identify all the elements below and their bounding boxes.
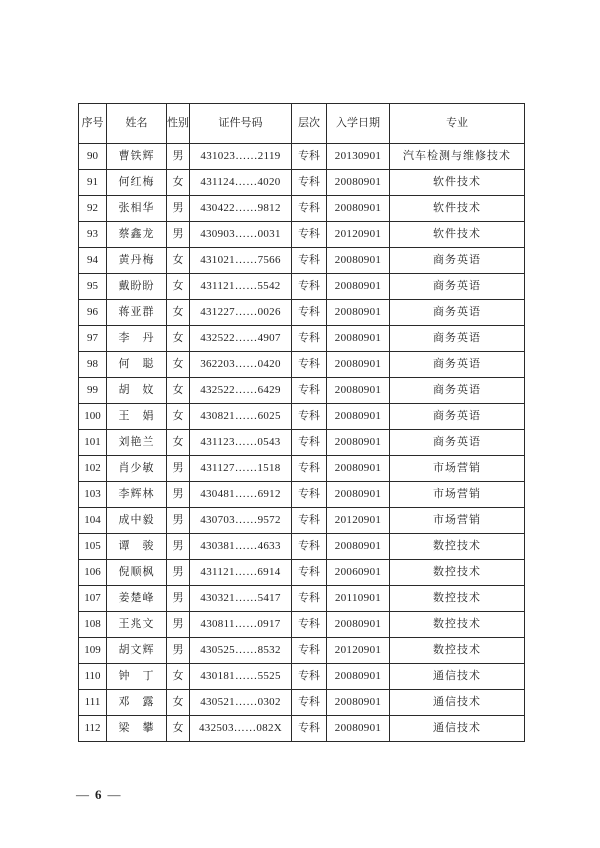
table-row: [79, 404, 525, 430]
cell-major: 数控技术: [390, 534, 525, 560]
cell-enroll-date: 20080901: [327, 352, 390, 378]
footer-right-dash: —: [107, 787, 123, 802]
cell-index: 94: [79, 248, 107, 274]
cell-id-number: 430321……5417: [190, 586, 292, 612]
cell-gender: 男: [167, 456, 190, 482]
cell-index: 111: [79, 690, 107, 716]
cell-major: 商务英语: [390, 430, 525, 456]
cell-id-number: 430521……0302: [190, 690, 292, 716]
cell-gender: 女: [167, 690, 190, 716]
cell-major: 商务英语: [390, 300, 525, 326]
cell-gender: 男: [167, 612, 190, 638]
col-header-id-number: 证件号码: [190, 104, 292, 144]
cell-id-number: 430703……9572: [190, 508, 292, 534]
cell-id-number: 431023……2119: [190, 144, 292, 170]
cell-gender: 女: [167, 378, 190, 404]
cell-level: 专科: [292, 456, 327, 482]
cell-id-number: 431127……1518: [190, 456, 292, 482]
cell-major: 通信技术: [390, 690, 525, 716]
cell-gender: 女: [167, 716, 190, 742]
footer-left-dash: —: [76, 787, 91, 802]
cell-major: 商务英语: [390, 248, 525, 274]
table-row: [79, 560, 525, 586]
cell-major: 商务英语: [390, 274, 525, 300]
table-row: [79, 508, 525, 534]
table-row: [79, 482, 525, 508]
cell-gender: 男: [167, 482, 190, 508]
cell-level: 专科: [292, 274, 327, 300]
cell-id-number: 431123……0543: [190, 430, 292, 456]
cell-enroll-date: 20080901: [327, 430, 390, 456]
cell-gender: 女: [167, 664, 190, 690]
table-row: [79, 144, 525, 170]
table-row: [79, 378, 525, 404]
cell-major: 商务英语: [390, 378, 525, 404]
cell-id-number: 431121……6914: [190, 560, 292, 586]
cell-enroll-date: 20080901: [327, 378, 390, 404]
cell-gender: 男: [167, 196, 190, 222]
cell-index: 96: [79, 300, 107, 326]
cell-level: 专科: [292, 586, 327, 612]
cell-enroll-date: 20060901: [327, 560, 390, 586]
table-header-row: [79, 104, 525, 144]
cell-gender: 男: [167, 638, 190, 664]
table-row: [79, 534, 525, 560]
cell-major: 商务英语: [390, 404, 525, 430]
cell-id-number: 362203……0420: [190, 352, 292, 378]
cell-major: 软件技术: [390, 170, 525, 196]
cell-id-number: 430181……5525: [190, 664, 292, 690]
table-row: [79, 430, 525, 456]
cell-level: 专科: [292, 716, 327, 742]
col-header-gender: 性别: [167, 104, 190, 144]
cell-enroll-date: 20080901: [327, 690, 390, 716]
cell-enroll-date: 20080901: [327, 404, 390, 430]
cell-enroll-date: 20080901: [327, 456, 390, 482]
cell-gender: 女: [167, 404, 190, 430]
cell-level: 专科: [292, 378, 327, 404]
cell-name: 戴盼盼: [107, 274, 167, 300]
cell-level: 专科: [292, 248, 327, 274]
table-body: [79, 144, 525, 742]
cell-level: 专科: [292, 326, 327, 352]
cell-name: 蔡鑫龙: [107, 222, 167, 248]
cell-id-number: 430525……8532: [190, 638, 292, 664]
cell-id-number: 432503……082X: [190, 716, 292, 742]
table-row: [79, 612, 525, 638]
cell-enroll-date: 20080901: [327, 612, 390, 638]
cell-index: 103: [79, 482, 107, 508]
cell-name: 李辉林: [107, 482, 167, 508]
cell-gender: 女: [167, 326, 190, 352]
cell-enroll-date: 20120901: [327, 222, 390, 248]
cell-major: 软件技术: [390, 222, 525, 248]
cell-name: 李 丹: [107, 326, 167, 352]
table-row: [79, 248, 525, 274]
cell-level: 专科: [292, 638, 327, 664]
cell-level: 专科: [292, 430, 327, 456]
cell-index: 108: [79, 612, 107, 638]
cell-id-number: 431121……5542: [190, 274, 292, 300]
cell-name: 何 聪: [107, 352, 167, 378]
cell-id-number: 430811……0917: [190, 612, 292, 638]
cell-id-number: 431124……4020: [190, 170, 292, 196]
table-row: [79, 664, 525, 690]
cell-major: 通信技术: [390, 716, 525, 742]
cell-id-number: 430903……0031: [190, 222, 292, 248]
cell-enroll-date: 20080901: [327, 300, 390, 326]
student-roster-table: [78, 103, 525, 742]
cell-index: 90: [79, 144, 107, 170]
cell-enroll-date: 20130901: [327, 144, 390, 170]
table-row: [79, 274, 525, 300]
cell-level: 专科: [292, 534, 327, 560]
cell-major: 市场营销: [390, 456, 525, 482]
page-number-footer: [76, 787, 123, 803]
cell-level: 专科: [292, 508, 327, 534]
cell-major: 软件技术: [390, 196, 525, 222]
cell-index: 109: [79, 638, 107, 664]
cell-index: 106: [79, 560, 107, 586]
cell-major: 市场营销: [390, 482, 525, 508]
cell-index: 95: [79, 274, 107, 300]
cell-gender: 女: [167, 300, 190, 326]
cell-gender: 男: [167, 222, 190, 248]
table-row: [79, 690, 525, 716]
cell-enroll-date: 20080901: [327, 274, 390, 300]
cell-level: 专科: [292, 664, 327, 690]
cell-level: 专科: [292, 482, 327, 508]
cell-name: 邓 露: [107, 690, 167, 716]
cell-id-number: 431021……7566: [190, 248, 292, 274]
cell-level: 专科: [292, 300, 327, 326]
cell-gender: 男: [167, 508, 190, 534]
cell-index: 102: [79, 456, 107, 482]
cell-index: 99: [79, 378, 107, 404]
cell-index: 91: [79, 170, 107, 196]
cell-enroll-date: 20110901: [327, 586, 390, 612]
table-row: [79, 638, 525, 664]
cell-name: 蒋亚群: [107, 300, 167, 326]
cell-major: 汽车检测与维修技术: [390, 144, 525, 170]
cell-id-number: 430422……9812: [190, 196, 292, 222]
col-header-level: 层次: [292, 104, 327, 144]
cell-gender: 男: [167, 586, 190, 612]
cell-name: 张相华: [107, 196, 167, 222]
cell-index: 110: [79, 664, 107, 690]
cell-enroll-date: 20080901: [327, 326, 390, 352]
table-row: [79, 300, 525, 326]
table-row: [79, 326, 525, 352]
cell-enroll-date: 20120901: [327, 508, 390, 534]
cell-level: 专科: [292, 612, 327, 638]
cell-index: 112: [79, 716, 107, 742]
cell-name: 肖少敏: [107, 456, 167, 482]
col-header-index: 序号: [79, 104, 107, 144]
cell-index: 97: [79, 326, 107, 352]
cell-name: 王 娟: [107, 404, 167, 430]
cell-name: 黄丹梅: [107, 248, 167, 274]
cell-level: 专科: [292, 144, 327, 170]
cell-id-number: 430481……6912: [190, 482, 292, 508]
cell-major: 数控技术: [390, 560, 525, 586]
cell-level: 专科: [292, 196, 327, 222]
cell-enroll-date: 20080901: [327, 196, 390, 222]
cell-index: 98: [79, 352, 107, 378]
cell-enroll-date: 20120901: [327, 638, 390, 664]
table-row: [79, 456, 525, 482]
table-row: [79, 170, 525, 196]
cell-gender: 女: [167, 248, 190, 274]
cell-name: 成中毅: [107, 508, 167, 534]
cell-major: 数控技术: [390, 586, 525, 612]
cell-name: 倪顺枫: [107, 560, 167, 586]
cell-index: 100: [79, 404, 107, 430]
cell-enroll-date: 20080901: [327, 170, 390, 196]
cell-name: 胡文辉: [107, 638, 167, 664]
table-row: [79, 716, 525, 742]
col-header-major: 专业: [390, 104, 525, 144]
footer-page-number: 6: [95, 787, 104, 802]
table-row: [79, 586, 525, 612]
cell-index: 101: [79, 430, 107, 456]
cell-enroll-date: 20080901: [327, 248, 390, 274]
cell-gender: 男: [167, 560, 190, 586]
cell-level: 专科: [292, 560, 327, 586]
cell-id-number: 432522……6429: [190, 378, 292, 404]
cell-name: 梁 攀: [107, 716, 167, 742]
cell-name: 何红梅: [107, 170, 167, 196]
cell-gender: 男: [167, 534, 190, 560]
cell-major: 商务英语: [390, 352, 525, 378]
cell-id-number: 430821……6025: [190, 404, 292, 430]
cell-major: 市场营销: [390, 508, 525, 534]
cell-enroll-date: 20080901: [327, 534, 390, 560]
cell-id-number: 431227……0026: [190, 300, 292, 326]
table-row: [79, 196, 525, 222]
cell-name: 刘艳兰: [107, 430, 167, 456]
cell-enroll-date: 20080901: [327, 716, 390, 742]
cell-id-number: 432522……4907: [190, 326, 292, 352]
table-row: [79, 352, 525, 378]
cell-index: 93: [79, 222, 107, 248]
col-header-name: 姓名: [107, 104, 167, 144]
cell-enroll-date: 20080901: [327, 664, 390, 690]
cell-name: 姜楚峰: [107, 586, 167, 612]
cell-gender: 女: [167, 352, 190, 378]
table-row: [79, 222, 525, 248]
cell-level: 专科: [292, 690, 327, 716]
cell-major: 通信技术: [390, 664, 525, 690]
cell-name: 王兆文: [107, 612, 167, 638]
cell-level: 专科: [292, 222, 327, 248]
cell-index: 105: [79, 534, 107, 560]
cell-name: 胡 妏: [107, 378, 167, 404]
cell-level: 专科: [292, 352, 327, 378]
cell-name: 谭 骏: [107, 534, 167, 560]
cell-level: 专科: [292, 170, 327, 196]
cell-level: 专科: [292, 404, 327, 430]
cell-index: 92: [79, 196, 107, 222]
cell-gender: 女: [167, 170, 190, 196]
cell-gender: 女: [167, 274, 190, 300]
cell-major: 数控技术: [390, 612, 525, 638]
cell-major: 数控技术: [390, 638, 525, 664]
cell-name: 钟 丁: [107, 664, 167, 690]
cell-enroll-date: 20080901: [327, 482, 390, 508]
cell-id-number: 430381……4633: [190, 534, 292, 560]
cell-index: 107: [79, 586, 107, 612]
cell-gender: 男: [167, 144, 190, 170]
cell-major: 商务英语: [390, 326, 525, 352]
col-header-enroll-date: 入学日期: [327, 104, 390, 144]
cell-index: 104: [79, 508, 107, 534]
cell-gender: 女: [167, 430, 190, 456]
cell-name: 曹铁辉: [107, 144, 167, 170]
